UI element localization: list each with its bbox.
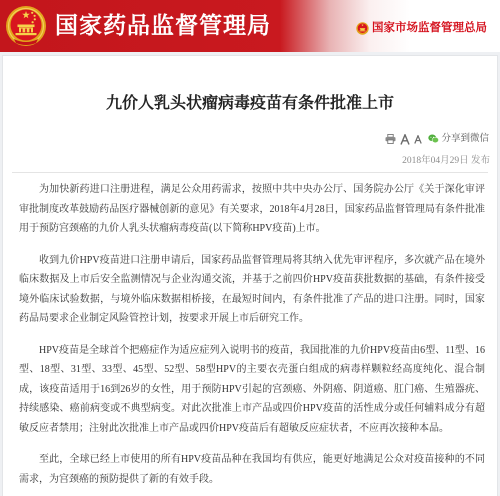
font-increase-icon[interactable]	[400, 134, 410, 145]
article-paragraph: 收到九价HPV疫苗进口注册申请后，国家药品监督管理局将其纳入优先审评程序，多次就产品在境外临床数据及上市后安全监测情况与企业沟通交流，并基于之前四价HPV疫苗获批数据的基础，有条件接受境外临床试验数据，与境外临床数据相桥接，在最短时间内，有条件批准了产品的进口注册。同时，国家药品局要求企业制定风险管控计划，按要求开展上市后研究工作。	[19, 254, 485, 324]
share-wechat-button[interactable]	[428, 133, 489, 145]
article-paragraph: HPV疫苗是全球首个把癌症作为适应症列入说明书的疫苗，我国批准的九价HPV疫苗由6型、11型、16型、18型、31型、33型、45型、52型、58型HPV的主要衣壳蛋白组成的病毒样颗粒经高度纯化、混合制成，该疫苗适用于16到26岁的女性，用于预防HPV引起的宫颈癌、外阴癌、阴道癌、肛门癌、生殖器疣、持续感染、癌前病变或不典型病变。对此次批准上市产品或四价HPV疫苗的活性成分或任何辅料成分有超敏反应者禁用；注射此次批准上市产品或四价HPV疫苗后有超敏反应症状者，不应再次接种本品。	[19, 344, 485, 434]
article-title: 九价人乳头状瘤病毒疫苗有条件批准上市	[105, 95, 394, 112]
parent-org-link[interactable]	[356, 20, 487, 36]
article-separator	[12, 172, 488, 173]
article-paragraph: 为加快新药进口注册进程，满足公众用药需求，按照中共中央办公厅、国务院办公厅《关于深化审评审批制度改革鼓励药品医疗器械创新的意见》有关要求，2018年4月28日，国家药品监督管理局有条件批准用于预防宫颈癌的九价人乳头状瘤病毒疫苗(以下简称HPV疫苗)上市。	[19, 184, 485, 234]
share-wechat-label: 分享到微信	[441, 134, 489, 144]
parent-org-name: 国家市场监督管理总局	[372, 22, 487, 34]
print-icon[interactable]	[385, 134, 396, 144]
wechat-icon	[428, 134, 439, 144]
site-header	[0, 0, 500, 52]
font-decrease-icon[interactable]	[414, 135, 422, 144]
article-paragraph: 至此，全球已经上市使用的所有HPV疫苗品种在我国均有供应，能更好地满足公众对疫苗接种的不同需求，为宫颈癌的预防提供了新的有效手段。	[19, 454, 485, 485]
site-title: 国家药品监督管理局	[55, 13, 271, 38]
national-emblem-icon	[356, 22, 369, 35]
article-body	[19, 180, 485, 491]
national-emblem-icon[interactable]	[5, 5, 47, 47]
article-tools	[385, 133, 489, 145]
publish-date: 2018年04月29日 发布	[402, 156, 490, 166]
